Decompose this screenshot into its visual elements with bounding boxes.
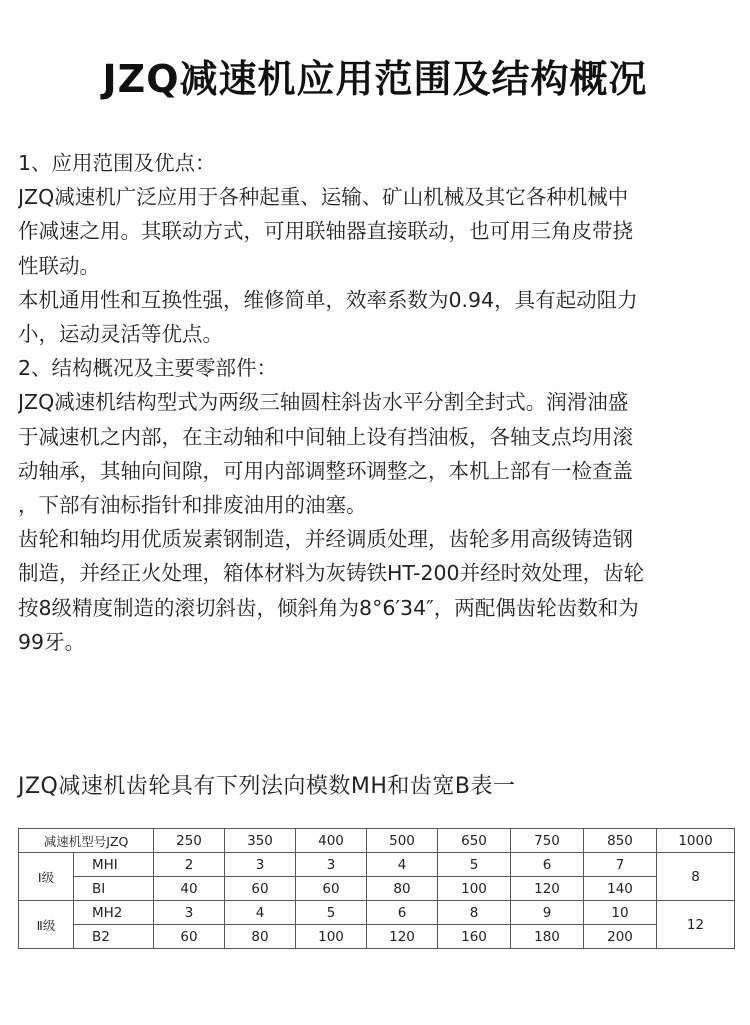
table-row [19, 901, 735, 925]
value-cell: 60 [296, 877, 367, 901]
value-cell: 3 [296, 853, 367, 877]
value-cell: 6 [511, 853, 584, 877]
value-cell: 100 [296, 925, 367, 949]
paragraph-line: 按8级精度制造的滚切斜齿，倾斜角为8°6′34″，两配偶齿轮齿数和为 [18, 595, 639, 620]
model-header-cell: 减速机型号JZQ [19, 829, 154, 853]
paragraph-line: ，下部有油标指针和排废油用的油塞。 [18, 493, 367, 518]
model-cell: 1000 [657, 829, 735, 853]
value-cell: 6 [367, 901, 438, 925]
model-cell: 650 [438, 829, 511, 853]
model-cell: 400 [296, 829, 367, 853]
model-cell: 750 [511, 829, 584, 853]
value-cell: 8 [657, 853, 735, 901]
value-cell: 120 [511, 877, 584, 901]
table-row [19, 853, 735, 877]
value-cell: 180 [511, 925, 584, 949]
value-cell: 100 [438, 877, 511, 901]
paragraph-line: JZQ减速机广泛应用于各种起重、运输、矿山机械及其它各种机械中 [18, 185, 629, 210]
value-cell: 80 [367, 877, 438, 901]
value-cell: 60 [225, 877, 296, 901]
paragraph-line: 性联动。 [18, 253, 100, 278]
paragraph-line: 1、应用范围及优点： [18, 151, 216, 175]
gear-spec-table [18, 828, 735, 949]
value-cell: 3 [154, 901, 225, 925]
table-row [19, 925, 735, 949]
value-cell: 60 [154, 925, 225, 949]
row-label-cell: BI [74, 877, 154, 901]
paragraph-line: 99牙。 [18, 629, 86, 654]
model-cell: 500 [367, 829, 438, 853]
value-cell: 160 [438, 925, 511, 949]
table-row [19, 877, 735, 901]
level-cell: Ⅰ级 [19, 853, 74, 901]
level-cell: Ⅱ级 [19, 901, 74, 949]
value-cell: 3 [225, 853, 296, 877]
row-label-cell: MHI [74, 853, 154, 877]
row-label-cell: B2 [74, 925, 154, 949]
value-cell: 40 [154, 877, 225, 901]
model-cell: 350 [225, 829, 296, 853]
paragraph-line: 小，运动灵活等优点。 [18, 322, 223, 347]
paragraph-line: 于减速机之内部，在主动轴和中间轴上设有挡油板，各轴支点均用滚 [18, 424, 633, 449]
value-cell: 10 [584, 901, 657, 925]
paragraph-line: 作减速之用。其联动方式，可用联轴器直接联动，也可用三角皮带挠 [18, 219, 633, 244]
value-cell: 80 [225, 925, 296, 949]
value-cell: 120 [367, 925, 438, 949]
paragraph-line: JZQ减速机结构型式为两级三轴圆柱斜齿水平分割全封式。润滑油盛 [18, 390, 629, 415]
value-cell: 4 [225, 901, 296, 925]
table-header-row [19, 829, 735, 853]
table-title: JZQ减速机齿轮具有下列法向模数MH和齿宽B表一 [18, 774, 516, 799]
value-cell: 200 [584, 925, 657, 949]
value-cell: 12 [657, 901, 735, 949]
paragraph-line: 动轴承，其轴向间隙，可用内部调整环调整之，本机上部有一检查盖 [18, 458, 633, 483]
paragraph-line: 2、结构概况及主要零部件： [18, 356, 278, 381]
value-cell: 5 [296, 901, 367, 925]
row-label-cell: MH2 [74, 901, 154, 925]
model-cell: 850 [584, 829, 657, 853]
model-cell: 250 [154, 829, 225, 853]
value-cell: 2 [154, 853, 225, 877]
value-cell: 9 [511, 901, 584, 925]
value-cell: 8 [438, 901, 511, 925]
value-cell: 140 [584, 877, 657, 901]
paragraph-line: 齿轮和轴均用优质炭素钢制造，并经调质处理，齿轮多用高级铸造钢 [18, 527, 633, 552]
value-cell: 7 [584, 853, 657, 877]
paragraph-line: 制造，并经正火处理，箱体材料为灰铸铁HT-200并经时效处理，齿轮 [18, 561, 645, 586]
paragraph-line: 本机通用性和互换性强，维修简单，效率系数为0.94，具有起动阻力 [18, 287, 638, 312]
value-cell: 4 [367, 853, 438, 877]
page-title: JZQ减速机应用范围及结构概况 [102, 57, 648, 101]
body-text [18, 146, 736, 659]
value-cell: 5 [438, 853, 511, 877]
